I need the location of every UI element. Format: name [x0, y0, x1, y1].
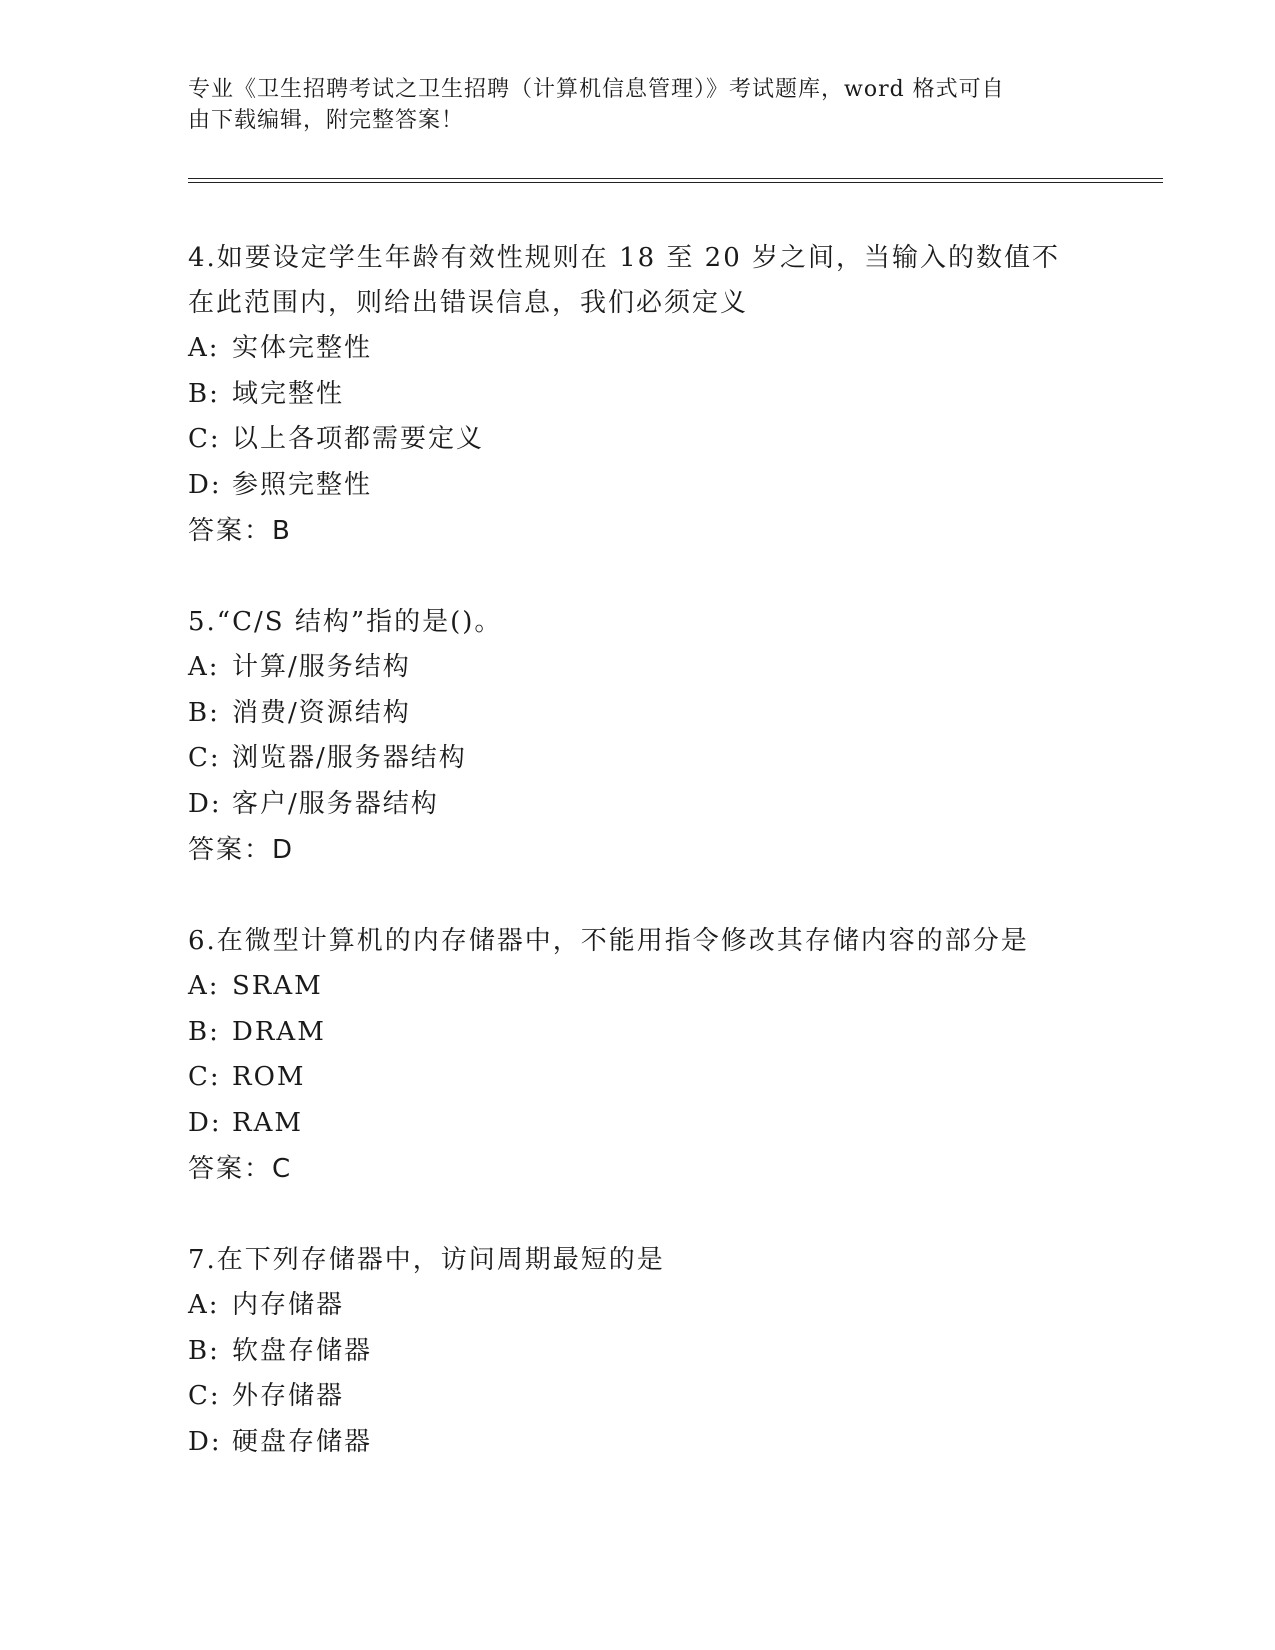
- option-text: RAM: [232, 1107, 303, 1138]
- question-5: [188, 600, 1088, 873]
- question-stem: [188, 600, 1088, 645]
- option-a: [188, 326, 1088, 372]
- option-text: 域完整性: [232, 378, 345, 409]
- header-double-rule: [188, 178, 1163, 183]
- option-text: 实体完整性: [232, 333, 373, 363]
- option-letter: C:: [188, 1062, 221, 1092]
- question-stem-line-1: 4.如要设定学生年龄有效性规则在 18 至 20 岁之间，当输入的数值不: [188, 243, 1061, 273]
- option-letter: A:: [188, 333, 220, 363]
- option-a: [188, 1283, 1088, 1329]
- option-b: [188, 691, 1088, 737]
- option-b: [188, 1329, 1088, 1375]
- option-text: 客户/服务器结构: [232, 788, 439, 819]
- option-text: DRAM: [232, 1016, 326, 1047]
- option-text: 消费/资源结构: [232, 697, 411, 728]
- option-b: [188, 1010, 1088, 1056]
- option-letter: C:: [188, 743, 221, 773]
- answer-line: 答案：D: [188, 835, 295, 865]
- option-text: 以上各项都需要定义: [232, 424, 485, 454]
- option-c: [188, 1055, 1088, 1101]
- option-letter: B:: [188, 1335, 220, 1366]
- option-letter: B:: [188, 697, 220, 728]
- option-letter: D:: [188, 1426, 222, 1457]
- option-text: 软盘存储器: [232, 1335, 373, 1366]
- option-letter: A:: [188, 652, 220, 682]
- question-stem-line-1: 6.在微型计算机的内存储器中，不能用指令修改其存储内容的部分是: [188, 926, 1029, 956]
- header-line-1: 专业《卫生招聘考试之卫生招聘（计算机信息管理）》考试题库，word 格式可自: [188, 77, 1005, 102]
- option-text: ROM: [232, 1062, 306, 1092]
- option-text: 参照完整性: [232, 469, 373, 500]
- question-stem: [188, 919, 1088, 964]
- option-c: [188, 736, 1088, 782]
- question-stem-line-1: 5.“C/S 结构”指的是()。: [188, 607, 503, 637]
- option-d: [188, 463, 1088, 509]
- question-7: [188, 1238, 1088, 1465]
- option-text: SRAM: [232, 971, 323, 1001]
- question-stem-line-1: 7.在下列存储器中，访问周期最短的是: [188, 1245, 665, 1275]
- answer-line: 答案：C: [188, 1154, 293, 1184]
- question-list: [188, 236, 1088, 1511]
- option-letter: A:: [188, 971, 220, 1001]
- option-letter: A:: [188, 1290, 220, 1320]
- option-c: [188, 1374, 1088, 1420]
- option-d: [188, 1101, 1088, 1147]
- option-b: [188, 372, 1088, 418]
- option-letter: C:: [188, 424, 221, 454]
- option-a: [188, 645, 1088, 691]
- option-letter: D:: [188, 469, 222, 500]
- question-stem: [188, 1238, 1088, 1283]
- option-a: [188, 964, 1088, 1010]
- question-stem: [188, 236, 1088, 326]
- question-4: [188, 236, 1088, 554]
- option-letter: C:: [188, 1381, 221, 1411]
- header-line-2: 由下载编辑，附完整答案！: [188, 108, 465, 133]
- option-letter: B:: [188, 1016, 220, 1047]
- question-6: [188, 919, 1088, 1192]
- option-text: 计算/服务结构: [232, 652, 411, 682]
- option-d: [188, 782, 1088, 828]
- document-header: [188, 74, 1088, 136]
- answer-line: 答案：B: [188, 516, 292, 546]
- option-c: [188, 417, 1088, 463]
- option-letter: D:: [188, 788, 222, 819]
- option-text: 浏览器/服务器结构: [232, 743, 467, 773]
- option-letter: D:: [188, 1107, 222, 1138]
- option-text: 内存储器: [232, 1290, 345, 1320]
- option-text: 硬盘存储器: [232, 1426, 373, 1457]
- option-d: [188, 1420, 1088, 1466]
- option-text: 外存储器: [232, 1381, 345, 1411]
- question-stem-line-2: 在此范围内，则给出错误信息，我们必须定义: [188, 288, 749, 318]
- option-letter: B:: [188, 378, 220, 409]
